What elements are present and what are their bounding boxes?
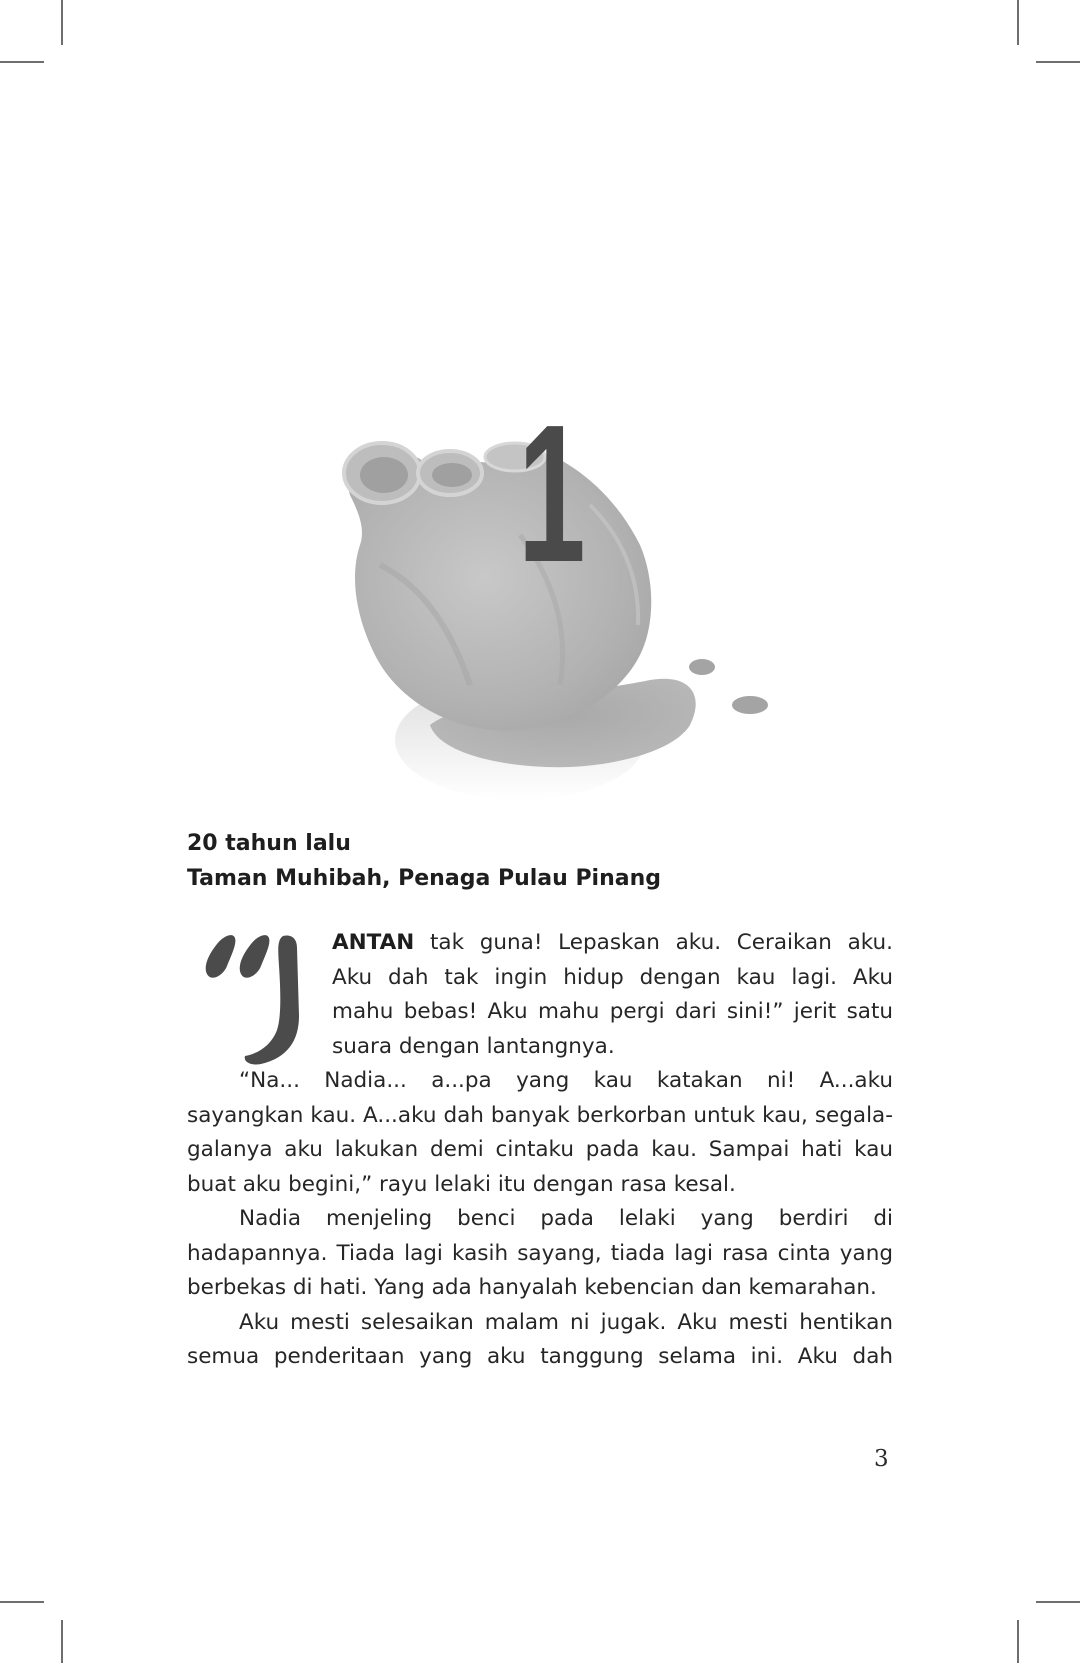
opening-lines — [332, 926, 893, 1064]
opening-paragraph — [187, 926, 893, 1064]
crop-mark-top-right-vertical — [1017, 0, 1019, 45]
drop-cap-quote-j-icon — [199, 926, 309, 1066]
paragraph-3: Aku mesti selesaikan malam ni jugak. Aku mesti hentikan semua penderitaan yang aku tanggung selama ini. Aku dah — [187, 1309, 893, 1369]
scene-place: Taman Muhibah, Penaga Pulau Pinang — [187, 866, 662, 891]
chapter-number: 1 — [518, 384, 584, 603]
crop-mark-bottom-left-vertical — [61, 1620, 63, 1663]
opening-line-1-text: tak guna! Lepaskan aku. Ceraikan aku. — [414, 930, 893, 955]
paragraph-1: “Na... Nadia... a...pa yang kau katakan ni! A...aku sayangkan kau. A...aku dah banyak berkorban untuk kau, segala-galanya aku lakukan demi cintaku pada kau. Sampai hati kau buat aku begini,” rayu lelaki itu dengan rasa kesal. — [187, 1068, 893, 1197]
chapter-body — [187, 926, 893, 1375]
opening-line-3: mahu bebas! Aku mahu pergi dari sini!” jerit satu — [332, 999, 893, 1024]
crop-mark-bottom-right-horizontal — [1036, 1601, 1080, 1603]
crop-mark-top-left-vertical — [61, 0, 63, 45]
crop-mark-bottom-left-horizontal — [0, 1601, 44, 1603]
paragraph-2: Nadia menjeling benci pada lelaki yang berdiri di hadapannya. Tiada lagi kasih sayang, tiada lagi rasa cinta yang berbekas di hati. Yang ada hanyalah kebencian dan kemarahan. — [187, 1206, 893, 1300]
scene-heading — [187, 826, 661, 896]
crop-mark-bottom-right-vertical — [1017, 1620, 1019, 1663]
opening-line-4: suara dengan lantangnya. — [332, 1033, 615, 1059]
scene-time: 20 tahun lalu — [187, 831, 351, 856]
crop-mark-top-right-horizontal — [1036, 61, 1080, 63]
crop-mark-top-left-horizontal — [0, 61, 44, 63]
opening-line-1 — [332, 926, 893, 961]
page-number: 3 — [874, 1446, 889, 1472]
opening-line-2: Aku dah tak ingin hidup dengan kau lagi. Aku — [332, 964, 893, 990]
opening-lead-word: ANTAN — [332, 930, 415, 955]
